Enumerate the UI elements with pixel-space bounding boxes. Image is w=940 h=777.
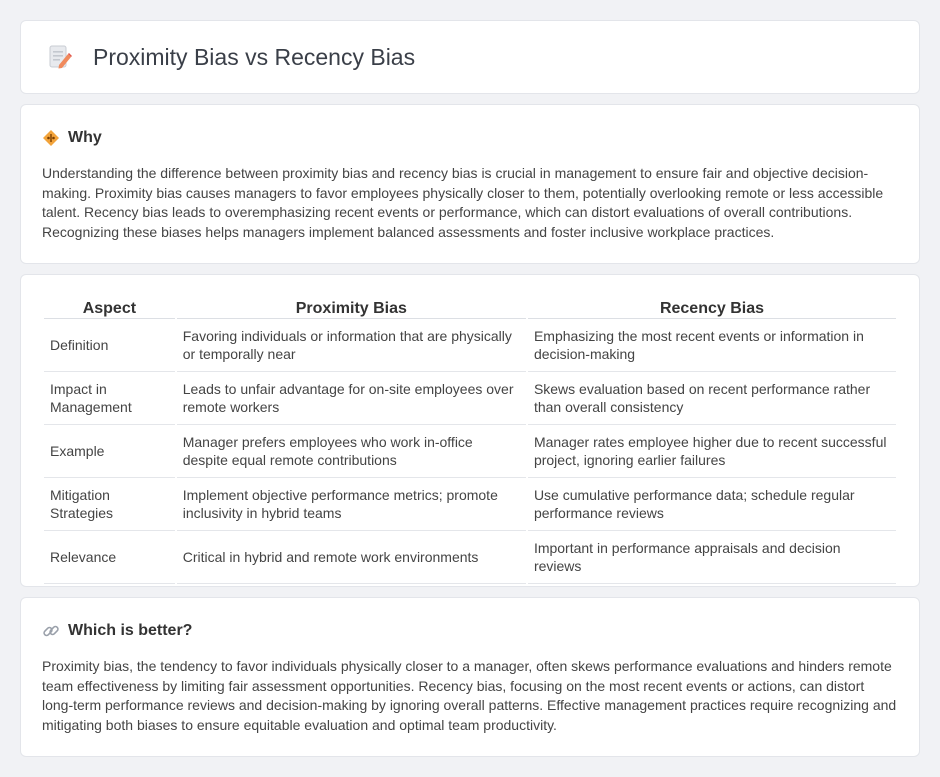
column-header-recency: Recency Bias (528, 296, 896, 319)
table-cell-recency: Skews evaluation based on recent performance rather than overall consistency (528, 372, 896, 425)
why-body: Understanding the difference between proximity bias and recency bias is crucial in management to ensure fair and objective decision-making. Proximity bias causes managers to favor employees physically closer to them, potentially overlooking remote or less accessible talent. Recency bias leads to overemphasizing recent events or performance, which can distort evaluations of overall contributions. Recognizing these biases helps managers implement balanced assessments and foster inclusive workplace practices. (42, 165, 884, 240)
comparison-table (42, 296, 898, 584)
table-cell-recency: Use cumulative performance data; schedule regular performance reviews (528, 478, 896, 531)
table-cell-proximity: Favoring individuals or information that are physically or temporally near (177, 319, 526, 372)
which-is-better-section (20, 597, 920, 757)
table-cell-aspect: Example (44, 425, 175, 478)
table-cell-recency: Emphasizing the most recent events or information in decision-making (528, 319, 896, 372)
table-cell-aspect: Impact in Management (44, 372, 175, 425)
table-cell-recency: Manager rates employee higher due to recent successful project, ignoring earlier failures (528, 425, 896, 478)
column-header-proximity: Proximity Bias (177, 296, 526, 319)
page-title: Proximity Bias vs Recency Bias (93, 43, 416, 70)
table-cell-aspect: Relevance (44, 531, 175, 584)
why-heading: Why (68, 128, 102, 146)
table-cell-aspect: Mitigation Strategies (44, 478, 175, 531)
table-cell-proximity: Manager prefers employees who work in-office despite equal remote contributions (177, 425, 526, 478)
table-cell-proximity: Leads to unfair advantage for on-site employees over remote workers (177, 372, 526, 425)
link-icon (42, 622, 60, 640)
table-row (44, 478, 896, 531)
title-card (20, 20, 920, 94)
table-cell-recency: Important in performance appraisals and decision reviews (528, 531, 896, 584)
table-row (44, 372, 896, 425)
table-cell-proximity: Implement objective performance metrics; promote inclusivity in hybrid teams (177, 478, 526, 531)
which-is-better-heading: Which is better? (68, 621, 193, 639)
table-row (44, 531, 896, 584)
document-pencil-icon (47, 44, 73, 70)
table-header-row (44, 296, 896, 319)
table-cell-aspect: Definition (44, 319, 175, 372)
table-cell-proximity: Critical in hybrid and remote work environments (177, 531, 526, 584)
table-row (44, 425, 896, 478)
table-row (44, 319, 896, 372)
diamond-warning-icon (42, 129, 60, 147)
why-section (20, 104, 920, 264)
comparison-section (20, 274, 920, 587)
which-is-better-body: Proximity bias, the tendency to favor individuals physically closer to a manager, often skews performance evaluations and hinders remote team effectiveness by limiting fair assessment opportunities. Recency bias, focusing on the most recent events or actions, can distort long-term performance reviews and decision-making by ignoring overall patterns. Effective management practices require recognizing and mitigating both biases to ensure equitable evaluation and optimal team productivity. (42, 658, 897, 733)
column-header-aspect: Aspect (44, 296, 175, 319)
